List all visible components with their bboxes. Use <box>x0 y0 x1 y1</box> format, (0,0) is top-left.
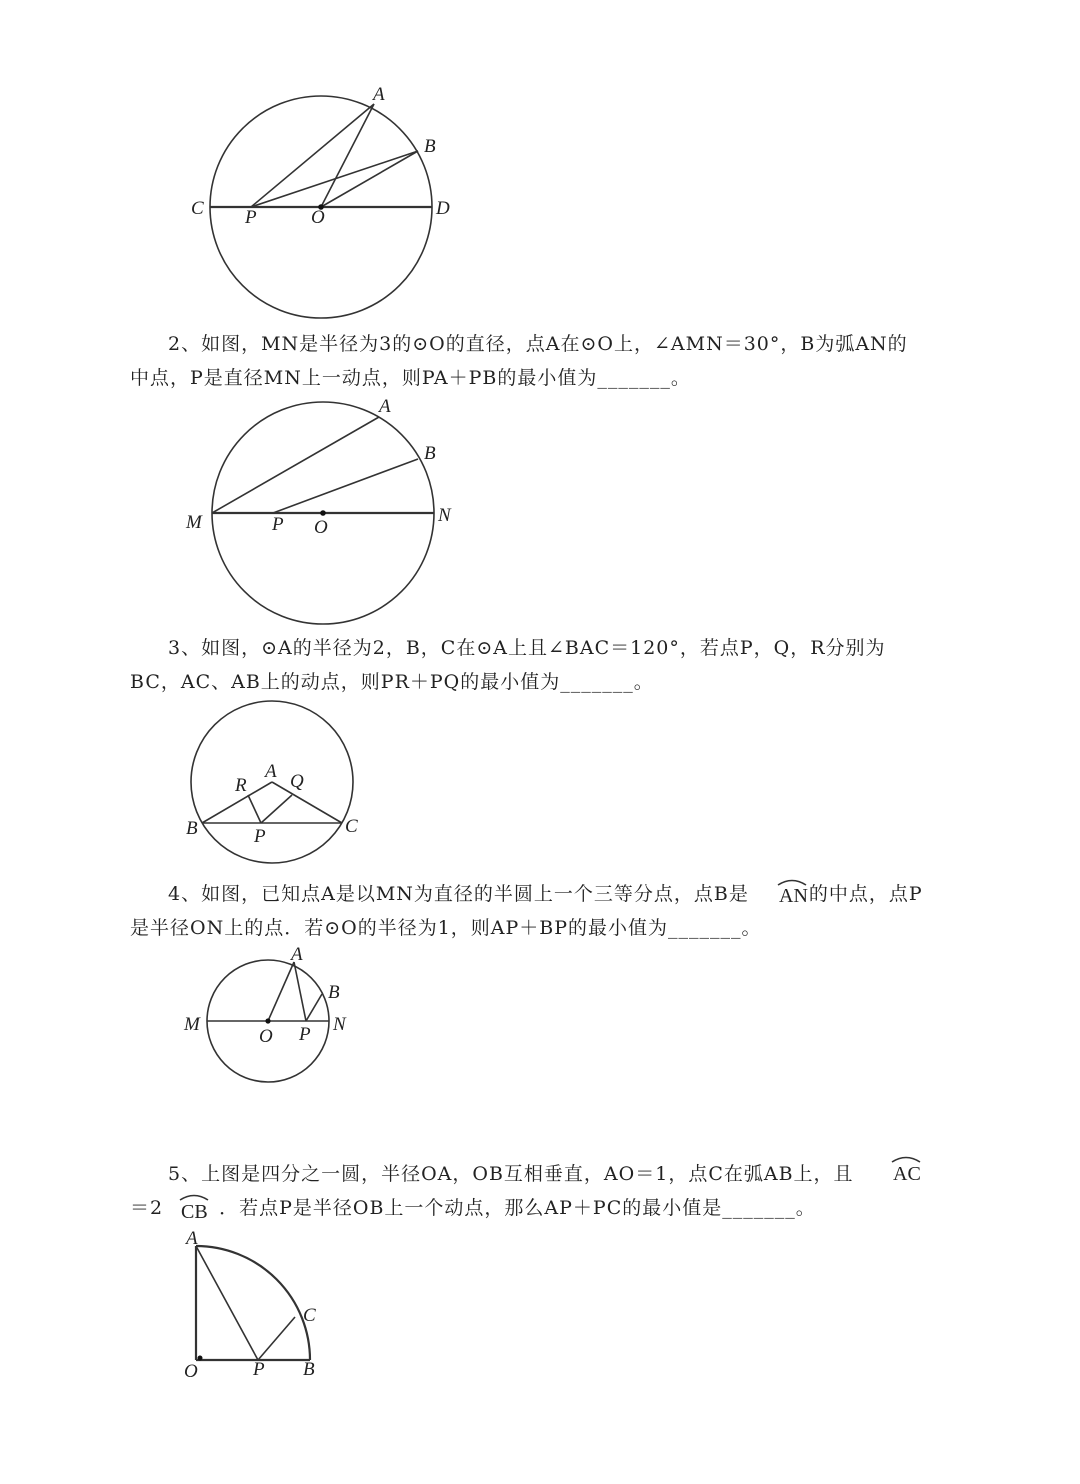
figure-1-label-a: A <box>373 84 385 105</box>
figure-3-label-q: Q <box>290 771 304 792</box>
figure-2-segment-pb <box>273 459 418 513</box>
figure-5 <box>184 1228 316 1382</box>
figure-4-segment-pb <box>306 994 322 1021</box>
question-4-number: 4、 <box>168 883 202 905</box>
question-2-number: 2、 <box>168 333 202 355</box>
question-3-line-2: BC，AC、AB上的动点，则PR＋PQ的最小值为_______。 <box>130 671 654 693</box>
figure-4-label-n: N <box>333 1014 346 1035</box>
figure-2-label-a: A <box>379 396 391 417</box>
figure-1-label-d: D <box>436 198 450 219</box>
arc-symbol-cb-text: CB <box>181 1201 208 1223</box>
figure-4-center-dot <box>265 1018 270 1023</box>
figure-1-segment-ap <box>251 104 374 207</box>
figure-3-segment-qp <box>261 795 292 823</box>
question-5-text-2a: ＝2 <box>130 1197 164 1219</box>
figure-3-label-c: C <box>345 816 358 837</box>
figure-4 <box>183 944 347 1082</box>
figure-3-segment-ac <box>272 782 342 823</box>
question-4-text-1a: 如图，已知点A是以MN为直径的半圆上一个三等分点，点B是 <box>201 883 749 905</box>
figure-2-label-b: B <box>424 443 436 464</box>
figure-1 <box>191 84 450 318</box>
figure-5-label-a: A <box>186 1228 198 1249</box>
question-5 <box>130 1157 960 1225</box>
figure-2-segment-ma <box>212 417 379 513</box>
question-5-number: 5、 <box>168 1163 202 1185</box>
figure-5-center-dot <box>198 1356 203 1361</box>
figure-2 <box>185 396 452 624</box>
question-5-line-2 <box>130 1191 960 1225</box>
question-5-text-2b: ．若点P是半径OB上一个动点，那么AP＋PC的最小值是_______。 <box>219 1197 816 1219</box>
question-4-line-1 <box>130 877 960 911</box>
question-3-number: 3、 <box>168 637 202 659</box>
figure-4-label-o: O <box>259 1026 273 1047</box>
question-4 <box>130 877 960 945</box>
figure-5-label-o: O <box>184 1361 198 1382</box>
figure-3-segment-rp <box>248 795 261 823</box>
question-5-text-1: 上图是四分之一圆，半径OA，OB互相垂直，AO＝1，点C在弧AB上，且 <box>201 1163 854 1185</box>
figure-1-label-p: P <box>245 207 257 228</box>
question-3 <box>130 631 960 699</box>
figure-1-label-o: O <box>311 207 325 228</box>
figure-5-arc-ab <box>196 1246 310 1360</box>
figure-5-label-p: P <box>253 1359 265 1380</box>
question-2 <box>130 327 960 395</box>
figure-4-label-b: B <box>328 982 340 1003</box>
figure-2-label-o: O <box>314 517 328 538</box>
figure-3-label-r: R <box>235 775 247 796</box>
figure-3-label-p: P <box>254 826 266 847</box>
figure-4-label-p: P <box>299 1024 311 1045</box>
figure-3-label-a: A <box>265 761 277 782</box>
figure-2-label-n: N <box>438 505 451 526</box>
figure-2-label-m: M <box>186 512 202 533</box>
figure-5-label-b: B <box>303 1359 315 1380</box>
figure-2-center-dot <box>320 510 326 516</box>
figure-5-label-c: C <box>303 1305 316 1326</box>
figure-5-segment-ap <box>196 1246 258 1360</box>
figure-4-segment-ap <box>294 962 306 1021</box>
arc-symbol-an-text: AN <box>779 885 808 907</box>
figure-3 <box>186 701 358 863</box>
figure-4-label-a: A <box>291 944 303 965</box>
figure-1-label-c: C <box>191 198 204 219</box>
figure-5-segment-pc <box>258 1317 295 1360</box>
figure-2-label-p: P <box>272 514 284 535</box>
question-4-text-1b: 的中点，点P <box>808 883 923 905</box>
question-3-line-1 <box>130 631 960 665</box>
figure-4-segment-oa <box>268 962 294 1021</box>
question-2-text-1: 如图，MN是半径为3的⊙O的直径，点A在⊙O上，∠AMN＝30°，B为弧AN的 <box>201 333 908 355</box>
figure-3-label-b: B <box>186 818 198 839</box>
question-3-text-1: 如图，⊙A的半径为2，B，C在⊙A上且∠BAC＝120°，若点P，Q，R分别为 <box>201 637 886 659</box>
question-4-line-2: 是半径ON上的点．若⊙O的半径为1，则AP＋BP的最小值为_______。 <box>130 917 762 939</box>
figure-1-label-b: B <box>424 136 436 157</box>
arc-symbol-ac-text: AC <box>893 1163 921 1185</box>
figure-4-label-m: M <box>184 1014 200 1035</box>
question-5-line-1 <box>130 1157 960 1191</box>
question-2-line-1 <box>130 327 960 361</box>
question-2-line-2: 中点，P是直径MN上一动点，则PA＋PB的最小值为_______。 <box>130 367 691 389</box>
